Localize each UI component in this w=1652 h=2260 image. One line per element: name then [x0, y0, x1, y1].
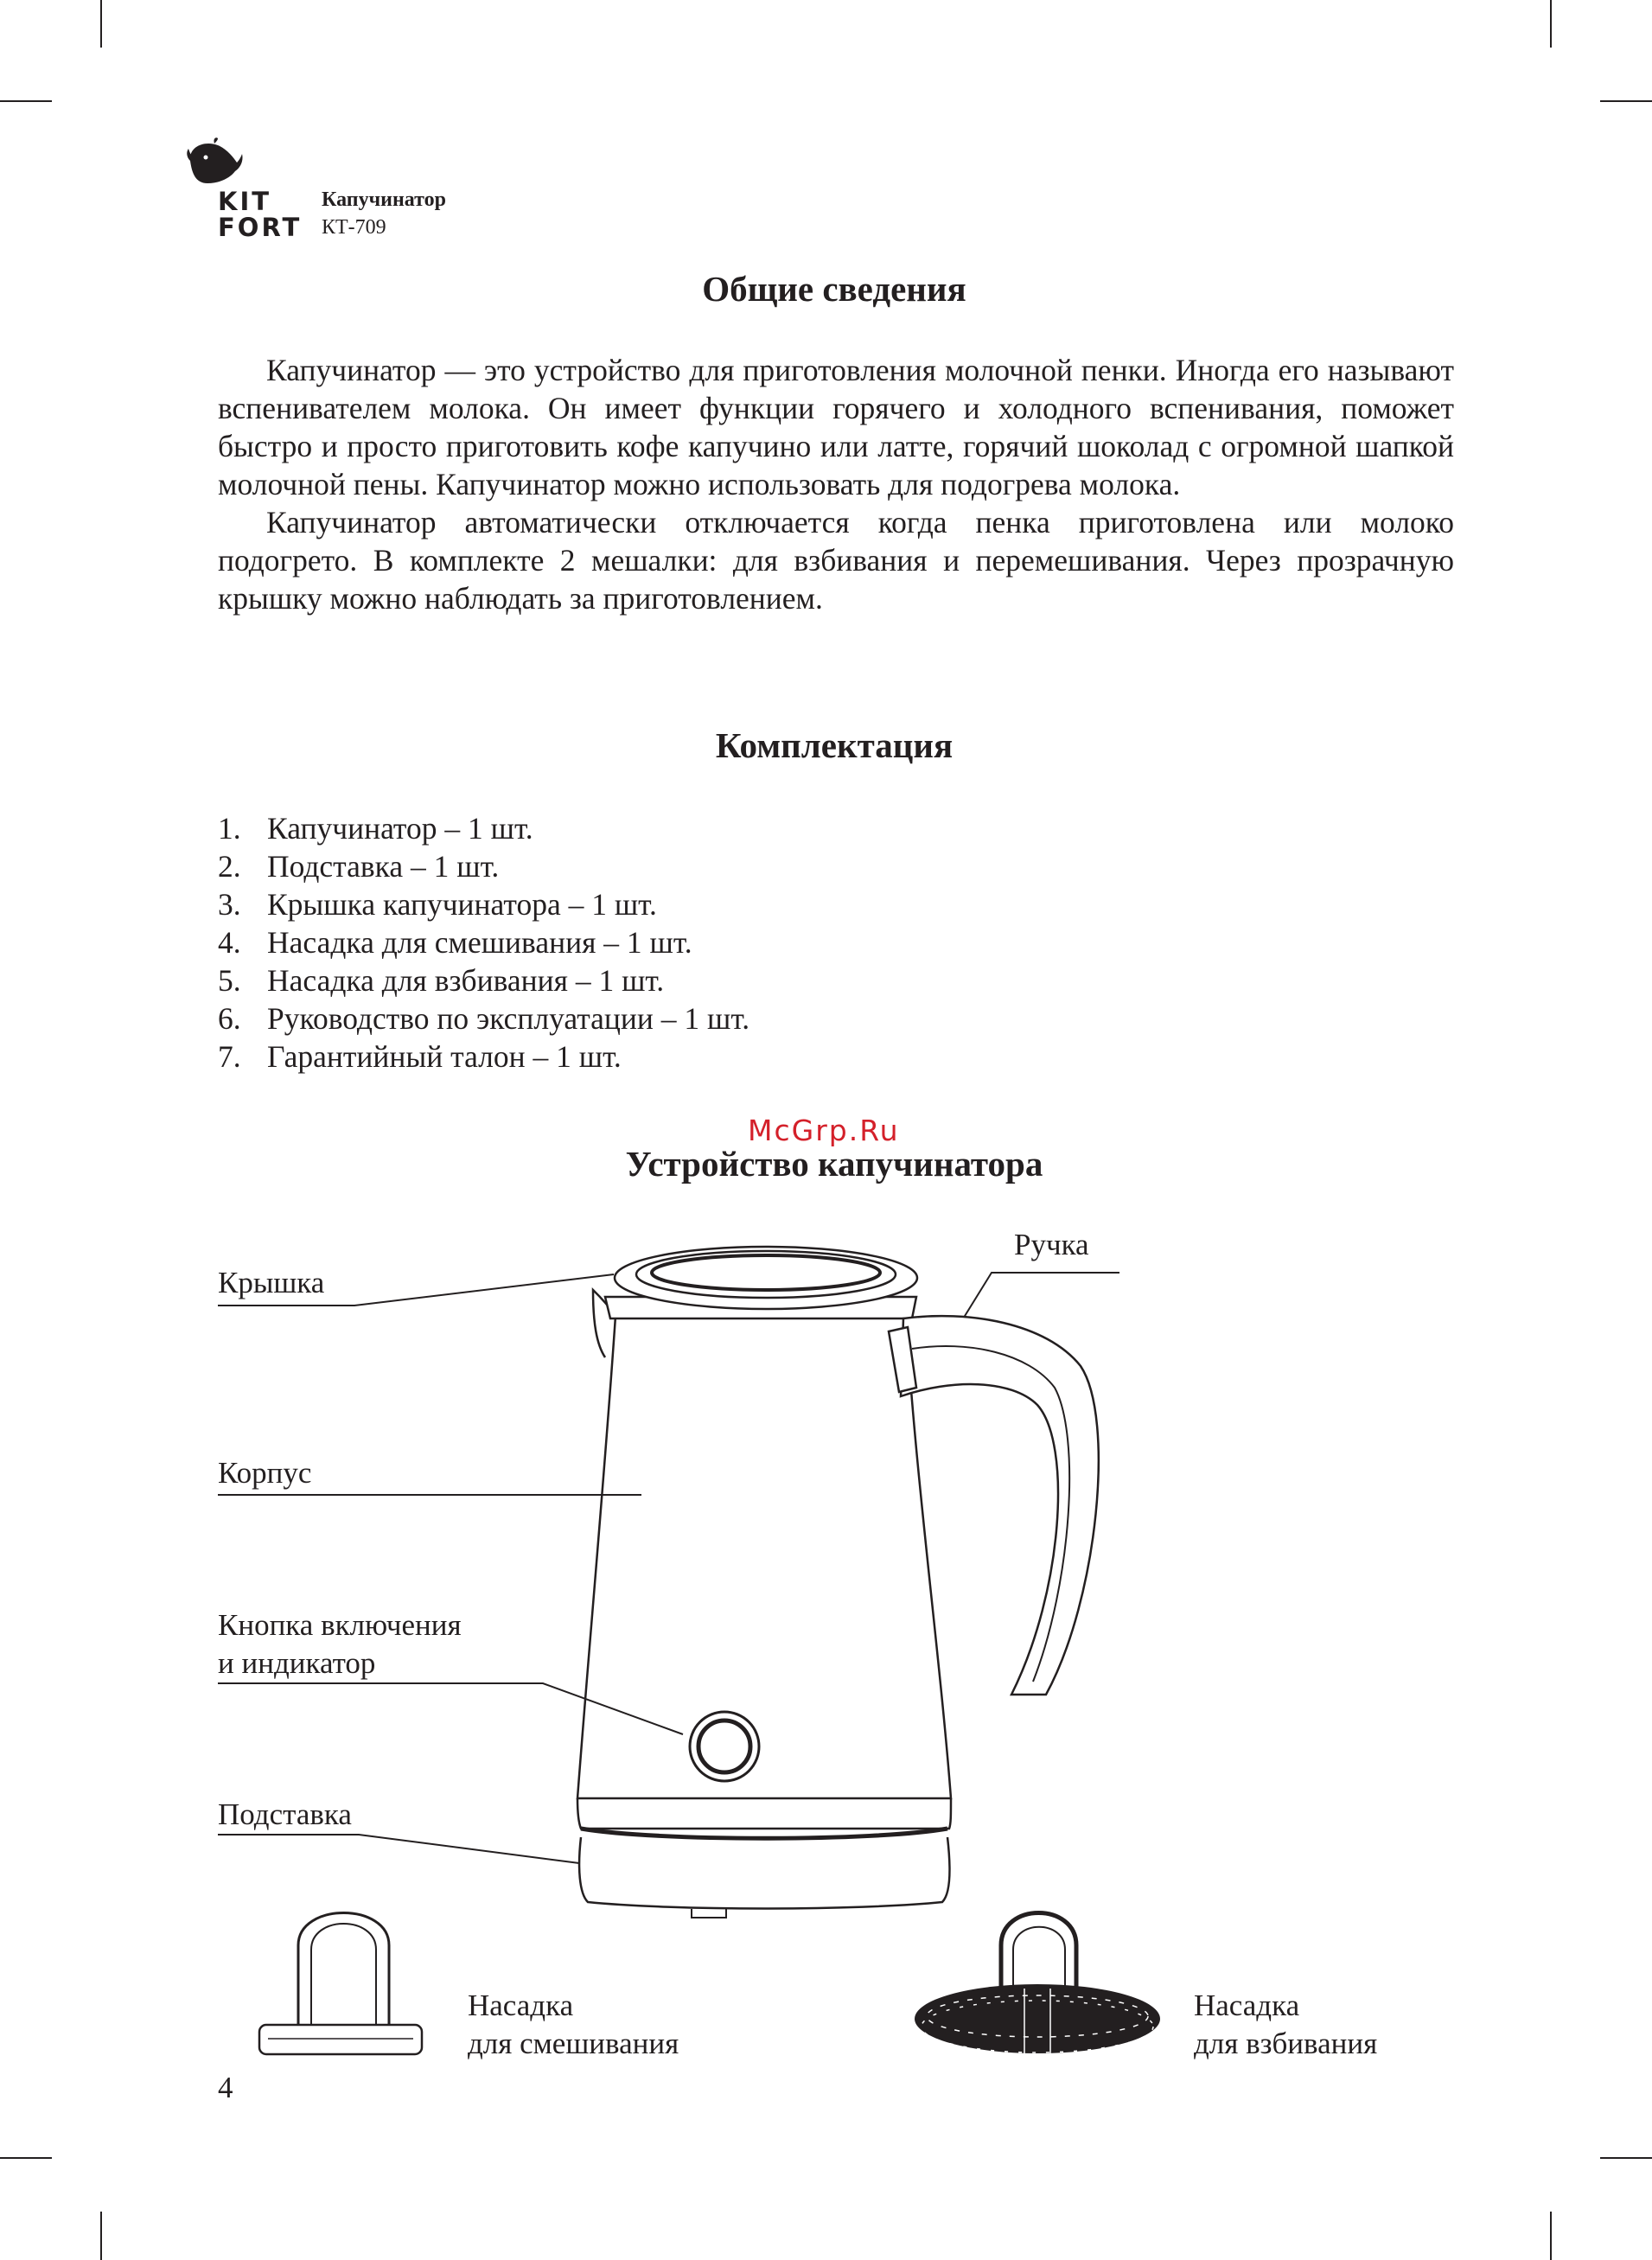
leader-line-button: [218, 1683, 683, 1734]
list-item: 1. Капучинатор – 1 шт.: [218, 811, 533, 846]
label-button-line1: Кнопка включения: [218, 1608, 462, 1642]
base-band: [581, 1829, 947, 1838]
list-item: 5. Насадка для взбивания – 1 шт.: [218, 963, 665, 998]
body-outline: [577, 1316, 951, 1798]
whisk-attachment-illustration: [915, 1913, 1160, 2054]
general-paragraph-1: Капучинатор — это устройство для приготовления молочной пенки. Иногда его называют вспенивателем молока. Он имеет функции горячего и холодного вспенивания, поможет быстро и просто приготовить кофе капучино или латте, горячий шоколад с огромной шапкой молочной пены. Капучинатор можно использовать для подогрева молока.: [218, 353, 1454, 501]
label-whisk-line2: для взбивания: [1194, 2027, 1378, 2060]
package-list: [218, 809, 749, 1076]
crop-mark: [1550, 0, 1552, 48]
package-title: Комплектация: [715, 725, 954, 765]
crop-mark: [0, 100, 52, 102]
label-lid: Крышка: [218, 1266, 325, 1299]
crop-mark: [100, 2212, 102, 2260]
list-item: 3. Крышка капучинатора – 1 шт.: [218, 887, 657, 922]
crop-mark: [1550, 2212, 1552, 2260]
general-title: Общие сведения: [702, 269, 966, 309]
label-body: Корпус: [218, 1456, 312, 1490]
base-foot: [692, 1909, 726, 1918]
list-item: 2. Подставка – 1 шт.: [218, 849, 500, 884]
general-paragraph-2: Капучинатор автоматически отключается когда пенка приготовлена или молоко подогрето. В комплекте 2 мешалки: для взбивания и перемешивания. Через прозрачную крышку можно наблюдать за приготовлением.: [218, 505, 1454, 616]
crop-mark: [100, 0, 102, 48]
mixing-attachment-illustration: [259, 1913, 422, 2055]
label-button-line2: и индикатор: [218, 1646, 376, 1680]
device-diagram: [0, 1210, 1652, 2161]
label-handle: Ручка: [1014, 1228, 1089, 1261]
label-mixing-line2: для смешивания: [468, 2027, 679, 2060]
list-item: 7. Гарантийный талон – 1 шт.: [218, 1039, 622, 1074]
label-whisk-line1: Насадка: [1194, 1989, 1300, 2022]
label-base: Подставка: [218, 1797, 352, 1831]
header-model: КТ-709: [322, 216, 386, 239]
general-text: [218, 351, 1454, 617]
base-top: [577, 1798, 951, 1829]
watermark: McGrp.Ru: [748, 1114, 900, 1147]
logo-line1: KIT: [218, 187, 272, 216]
leader-line-base: [218, 1835, 579, 1863]
header-product: Капучинатор: [322, 188, 446, 211]
frother-illustration: [577, 1247, 1099, 1918]
brand-logo: [185, 137, 306, 240]
label-mixing-line1: Насадка: [468, 1989, 574, 2022]
logo-line2: FORT: [218, 213, 303, 242]
list-item: 6. Руководство по эксплуатации – 1 шт.: [218, 1001, 750, 1036]
list-item: 4. Насадка для смешивания – 1 шт.: [218, 925, 692, 960]
crop-mark: [1600, 100, 1652, 102]
device-title: Устройство капучинатора: [625, 1144, 1043, 1184]
whale-logo-icon: [185, 137, 246, 187]
base-bottom: [579, 1837, 949, 1909]
page-number: 4: [218, 2071, 233, 2104]
